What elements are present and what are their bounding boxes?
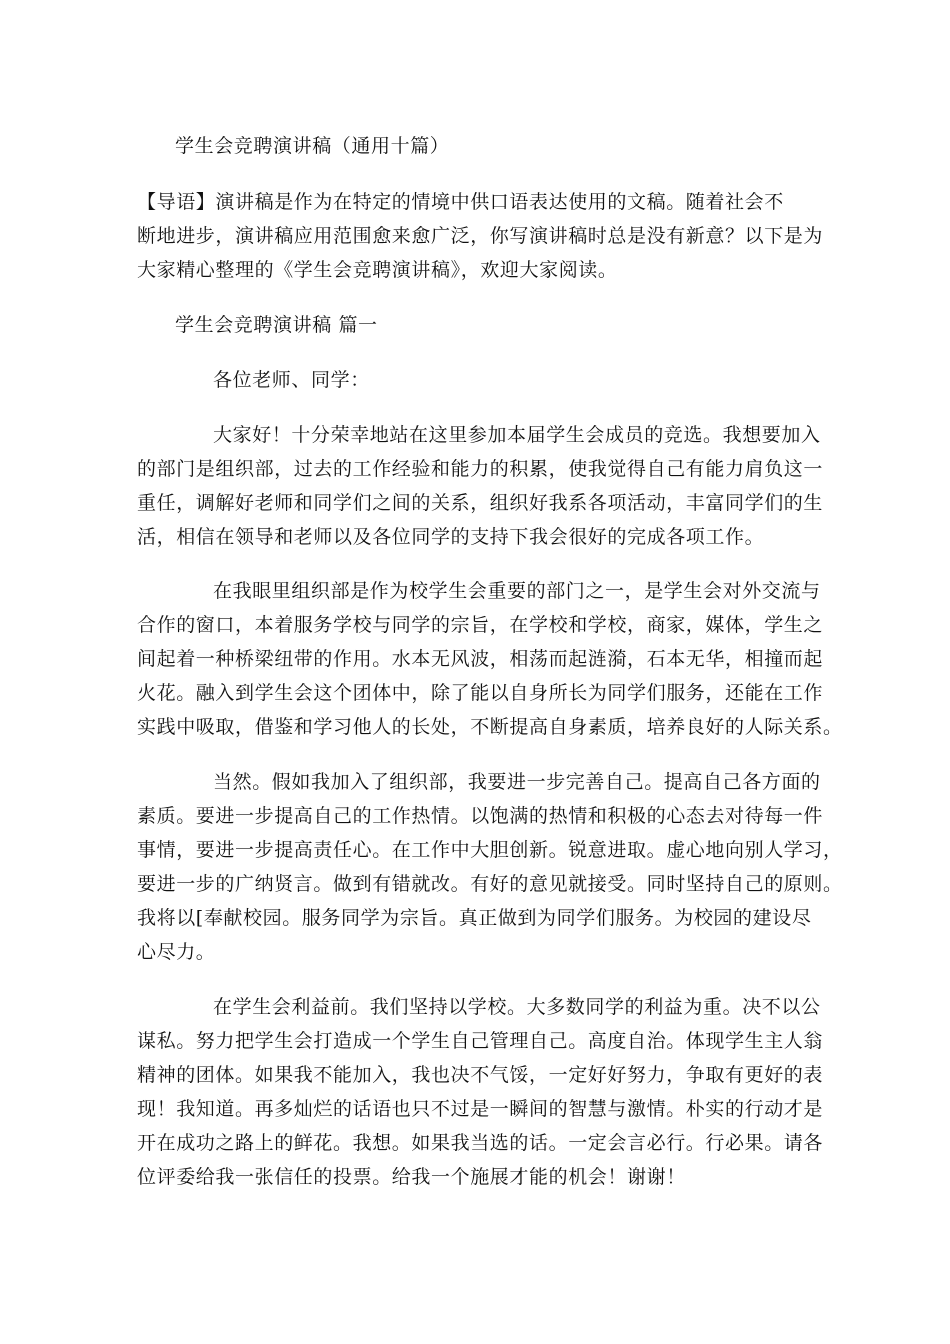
paragraph-line: 火花。融入到学生会这个团体中，除了能以自身所长为同学们服务，还能在工作	[137, 682, 824, 704]
paragraph-line: 素质。要进一步提高自己的工作热情。以饱满的热情和积极的心态去对待每一件	[137, 805, 824, 827]
paragraph-line: 谋私。努力把学生会打造成一个学生自己管理自己。高度自治。体现学生主人翁	[137, 1030, 824, 1052]
document-title: 学生会竞聘演讲稿（通用十篇）	[175, 135, 450, 157]
paragraph-line: 间起着一种桥梁纽带的作用。水本无风波，相荡而起涟漪，石本无华，相撞而起	[137, 648, 824, 670]
paragraph-line: 当然。假如我加入了组织部，我要进一步完善自己。提高自己各方面的	[213, 771, 821, 793]
paragraph-line: 心尽力。	[137, 941, 216, 963]
intro-line: 断地进步，演讲稿应用范围愈来愈广泛，你写演讲稿时总是没有新意？以下是为	[137, 225, 824, 247]
paragraph-line: 现！我知道。再多灿烂的话语也只不过是一瞬间的智慧与激情。朴实的行动才是	[137, 1098, 824, 1120]
paragraph-line: 要进一步的广纳贤言。做到有错就改。有好的意见就接受。同时坚持自己的原则。	[137, 873, 843, 895]
paragraph-line: 位评委给我一张信任的投票。给我一个施展才能的机会！谢谢！	[137, 1166, 686, 1188]
salutation: 各位老师、同学：	[213, 369, 370, 391]
paragraph-line: 重任，调解好老师和同学们之间的关系，组织好我系各项活动，丰富同学们的生	[137, 492, 824, 514]
paragraph-line: 精神的团体。如果我不能加入，我也决不气馁，一定好好努力，争取有更好的表	[137, 1064, 824, 1086]
paragraph-line: 事情，要进一步提高责任心。在工作中大胆创新。锐意进取。虚心地向别人学习，	[137, 839, 843, 861]
paragraph-line: 合作的窗口，本着服务学校与同学的宗旨，在学校和学校，商家，媒体，学生之	[137, 614, 824, 636]
paragraph-line: 我将以[奉献校园。服务同学为宗旨。真正做到为同学们服务。为校园的建设尽	[137, 907, 812, 929]
paragraph-line: 活，相信在领导和老师以及各位同学的支持下我会很好的完成各项工作。	[137, 526, 765, 548]
section-heading: 学生会竞聘演讲稿 篇一	[175, 314, 378, 336]
paragraph-line: 实践中吸取，借鉴和学习他人的长处，不断提高自身素质，培养良好的人际关系。	[137, 716, 843, 738]
paragraph-line: 在我眼里组织部是作为校学生会重要的部门之一，是学生会对外交流与	[213, 580, 821, 602]
paragraph-line: 大家好！十分荣幸地站在这里参加本届学生会成员的竞选。我想要加入	[213, 424, 821, 446]
intro-line: 【导语】演讲稿是作为在特定的情境中供口语表达使用的文稿。随着社会不	[137, 191, 784, 213]
intro-line: 大家精心整理的《学生会竞聘演讲稿》，欢迎大家阅读。	[137, 259, 618, 281]
paragraph-line: 的部门是组织部，过去的工作经验和能力的积累，使我觉得自己有能力肩负这一	[137, 458, 824, 480]
paragraph-line: 在学生会利益前。我们坚持以学校。大多数同学的利益为重。决不以公	[213, 996, 821, 1018]
paragraph-line: 开在成功之路上的鲜花。我想。如果我当选的话。一定会言必行。行必果。请各	[137, 1132, 824, 1154]
